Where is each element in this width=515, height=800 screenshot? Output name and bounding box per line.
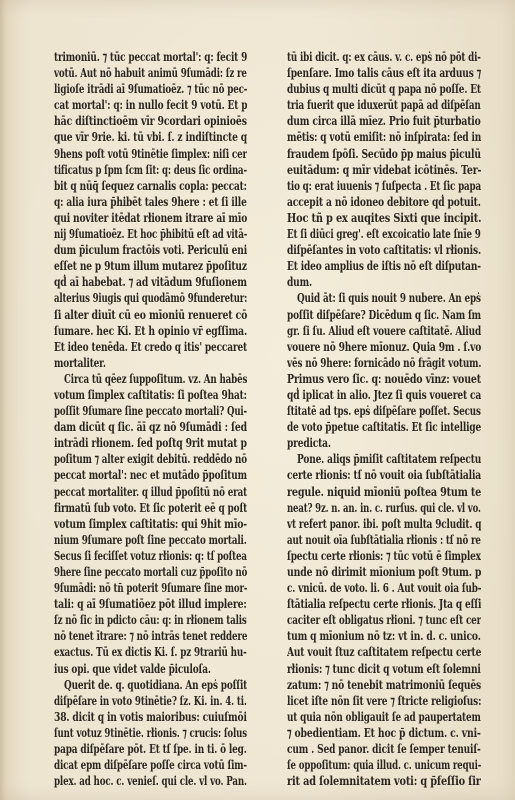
- text-line: [54, 258, 247, 274]
- paragraph: [54, 677, 247, 790]
- text-line: [287, 596, 481, 612]
- text-line: [54, 49, 247, 65]
- text-line-content: mētis: q votū emiſit: nō inſpirata: ſed in: [287, 129, 481, 145]
- text-line-content: Et ſi diūci greg'. eſt excoicatio late ſnīe 9: [287, 226, 481, 242]
- text-line-content: ſe oppoſitum: quia illud. c. unicum requi-: [287, 757, 481, 773]
- text-line: [287, 371, 481, 387]
- text-line: [287, 451, 481, 467]
- text-line: [287, 178, 481, 194]
- text-line: [287, 49, 481, 65]
- text-line-content: rit ad ſolemnitatem voti: q p̄feſſio ſir: [287, 773, 481, 789]
- text-line: [287, 741, 481, 757]
- text-line-content: tali: q aī 9ſumatiōez pōt illud implere:: [54, 596, 247, 612]
- text-line: [54, 81, 247, 97]
- text-line-content: tria fuerit que iduxerūt papā ad diſpēſan: [287, 97, 481, 113]
- text-line: [54, 178, 247, 194]
- text-line: [287, 113, 481, 129]
- text-line: [287, 532, 481, 548]
- text-line: [287, 162, 481, 178]
- text-line-content: 9ſumādi: nō tn̄ poterit 9ſumare ſine mor-: [54, 580, 247, 596]
- text-line-content: papa diſpēſare pōt. Et tſ ſpe. in ti. ō leg.: [54, 741, 247, 757]
- text-line: [54, 628, 247, 644]
- text-line: [287, 323, 481, 339]
- text-line: [287, 339, 481, 355]
- text-line: [54, 644, 247, 660]
- text-line: [287, 661, 481, 677]
- text-line-content: trimoniū. ⁊ tūc peccat mortal': q: fecit 9: [54, 49, 247, 64]
- text-line-content: eſſet ne p 9tum illum mutarez p̄poſituz: [54, 258, 247, 274]
- text-line: [54, 580, 247, 596]
- text-line-content: unde nō dirimit mīonium poſt 9tum. p: [287, 564, 481, 579]
- text-line-content: Pone. aliqs p̄miſit caſtitatem reſpectu: [297, 451, 481, 467]
- text-line-content: nium 9ſumare poſt ſine peccato mortali.: [54, 531, 247, 547]
- text-line: [54, 113, 247, 129]
- text-line: [287, 677, 481, 693]
- text-line-content: alterius 9iugis qui quodāmō 9funderetur:: [54, 290, 247, 306]
- text-line: [54, 210, 247, 226]
- text-line: [54, 339, 247, 355]
- text-line: [287, 81, 481, 97]
- text-line: [54, 548, 247, 564]
- text-line-content: Secus ſi feciſſet votuz rłionis: q: tſ poſtea: [54, 547, 247, 563]
- text-line-content: tū ibi dicit. q: ex cāus. v. c. epṡ nō pōt di-: [287, 49, 481, 64]
- text-line-content: ſi alter diuīt cū eo mīoniū renueret cō: [54, 306, 247, 322]
- text-line: [54, 274, 247, 290]
- text-line-content: vouere nō 9here mīonuz. Quia 9m . ſ.vo: [287, 338, 481, 354]
- text-line: [54, 741, 247, 757]
- text-line: [287, 612, 481, 628]
- text-line-content: bit q nūq̄ ſequez carnalis copla: peccat:: [54, 177, 247, 193]
- text-line-content: accepit a nō idoneo debitore qḋ potuit.: [287, 193, 481, 209]
- text-line: [54, 355, 247, 371]
- text-line: [54, 484, 247, 500]
- text-line: [54, 725, 247, 741]
- paragraph: [54, 49, 247, 371]
- text-line-content: cat mortal': q: in nullo fecit 9 votū. Et p: [54, 97, 247, 113]
- text-line: [287, 210, 481, 226]
- text-line: [54, 500, 247, 516]
- text-line: [54, 162, 247, 178]
- text-line-content: peccat mortal': nec et mutādo p̄poſitum: [54, 467, 247, 483]
- paragraph: [287, 451, 481, 789]
- text-line: [54, 757, 247, 773]
- text-line-content: ſz nō ſic in pdicto cāu: q: in rłionem talis: [54, 612, 247, 628]
- text-line: [54, 65, 247, 81]
- text-line-content: Circa tū qēez ſuppoſitum. vz. An habēs: [64, 370, 247, 386]
- text-line: [287, 516, 481, 532]
- text-line-content: mortaliter.: [54, 354, 106, 370]
- text-line-content: dum circa illā mīez. Prio fuit p̄turbatio: [287, 113, 481, 129]
- text-line: [54, 97, 247, 113]
- text-line: [287, 194, 481, 210]
- text-line-content: ſtitatē ad tps. epṡ diſpēſare poſſet. Secus: [287, 403, 481, 419]
- text-line-content: qui noviter itēdat rłionem itrare aī mīo: [54, 209, 247, 225]
- text-line: [287, 564, 481, 580]
- text-line: [54, 564, 247, 580]
- text-line-content: rłionis: ⁊ tunc dicit q votum eſt ſolemni: [287, 660, 481, 676]
- text-line: [54, 435, 247, 451]
- text-line-content: ligioſe itrādi aī 9ſumatioēz. ⁊ tūc nō pec-: [54, 81, 247, 97]
- text-line: [287, 773, 481, 789]
- text-line-content: exactus. Tū ex dictis Ki. ſ. pz 9trariū hu-: [54, 644, 247, 660]
- text-line: [287, 628, 481, 644]
- text-line: [287, 226, 481, 242]
- text-line: [54, 709, 247, 725]
- text-line-content: neat? 9z. n. an. in. c. rurſus. qui cle. vl vo.: [287, 499, 481, 515]
- text-line-content: regule. niquid mīoniū poſtea 9tum te: [287, 483, 481, 499]
- text-line-content: ius opi. que videt valde p̄iculoſa.: [54, 660, 211, 676]
- text-line-content: diſpēſantes in voto caſtitatis: vl rłionis.: [287, 242, 481, 258]
- text-line-content: votū. Aut nō habuit animū 9ſumādi: ſz re: [54, 65, 247, 81]
- text-line: [287, 580, 481, 596]
- text-line: [287, 644, 481, 660]
- text-line-content: certe rłionis: tſ nō vouit oia ſubſtātialia: [287, 467, 481, 483]
- text-line-content: ſumare. hec Ki. Et h opinio vr̄ egſſima.: [54, 322, 247, 338]
- text-line-content: ſpectu certe rłionis: ⁊ tūc votū ē ſimplex: [287, 547, 481, 563]
- text-line: [54, 146, 247, 162]
- paragraph: [54, 371, 247, 677]
- left-text-column: [54, 49, 247, 789]
- text-line: [54, 290, 247, 306]
- text-line-content: dum p̄iculum fractōis voti. Periculū eni: [54, 242, 247, 258]
- text-line-content: peccat mortaliter. q illud p̄poſitū nō erat: [54, 483, 247, 499]
- text-line: [54, 403, 247, 419]
- text-line-content: plex. ad hoc. c. venieſ. qui cle. vl vo. Pan.: [54, 773, 247, 789]
- text-line-content: vēs nō 9here: fornicādo nō frāgit votum.: [287, 354, 481, 370]
- text-line: [54, 532, 247, 548]
- text-line-content: licet iſte nōn ſit vere ⁊ ſtricte religioſus:: [287, 692, 481, 708]
- text-line-content: que vīr 9rie. ki. tū vbi. ſ. z indiſtincte q: [54, 129, 247, 145]
- text-line: [287, 258, 481, 274]
- text-line-content: ſpenſare. Imo talis cāus eſt ita arduus ⁊: [287, 65, 481, 81]
- text-line-content: qḋ aī habebat. ⁊ ad vitādum 9fuſionem: [54, 274, 247, 290]
- text-line: [287, 709, 481, 725]
- text-line: [54, 419, 247, 435]
- text-line-content: de voto p̄petue caſtitatis. Et ſic intellige: [287, 419, 481, 435]
- text-line-content: nij 9ſumatioēz. Et hoc p̄hibitū eſt ad vitā-: [54, 226, 247, 242]
- text-line-content: poſſit diſpēſare? Dicēdum q ſic. Nam ſm: [287, 306, 481, 322]
- text-line-content: Et ideo tenēda. Et credo q itis' peccaret: [54, 338, 247, 354]
- text-line: [287, 290, 481, 306]
- text-line: [287, 693, 481, 709]
- text-line: [54, 371, 247, 387]
- text-line: [287, 435, 481, 451]
- text-line-content: ⁊ obedientiam. Et hoc p̄ dictum. c. vni-: [287, 724, 481, 740]
- text-line: [287, 500, 481, 516]
- text-line-content: dicat epm diſpēſare poſſe circa votū ſim-: [54, 757, 247, 773]
- text-line-content: dubius q multi dicūt q papa nō poſſe. Et: [287, 81, 481, 97]
- text-line-content: nō tenet ītrare: ⁊ nō intrās tenet reddere: [54, 628, 247, 644]
- text-line-content: fraudem ſpōſi. Secūdo p̄p maius p̄iculū: [287, 145, 481, 161]
- text-line: [54, 129, 247, 145]
- text-line: [287, 467, 481, 483]
- text-line-content: gr. ſi ſu. Aliud eſt vouere caſtitatē. Aliud: [287, 322, 481, 338]
- text-line-content: ſunt votuz 9tinētie. rłionis. ⁊ crucis: ſolus: [54, 724, 247, 740]
- text-line-content: tum q mīonium nō tz: vt in. d. c. unico.: [287, 628, 481, 644]
- text-line-content: poſitum ⁊ alter exigit debitū. reddēdo nō: [54, 451, 247, 467]
- text-line: [54, 242, 247, 258]
- text-line: [287, 725, 481, 741]
- text-line-content: diſpēſare in voto 9tinētie? ſz. Ki. in. 4. ti.: [54, 692, 247, 708]
- text-line-content: Primus vero ſic. q: nouēdo vīnz: vouet: [287, 370, 481, 386]
- text-line: [287, 274, 481, 290]
- text-line-content: ut quia nōn obligauit ſe ad paupertatem: [287, 708, 481, 724]
- text-line-content: tificatus p ſpm ſcm ſit: q: deus ſic ordina-: [54, 161, 247, 177]
- text-line: [54, 226, 247, 242]
- text-line-content: vt refert panor. ibi. poſt multa 9cludit. q: [287, 515, 481, 531]
- text-line-content: 9hens poſt votū 9tinētie ſimplex: niſi cer: [54, 145, 247, 161]
- text-line-content: predicta.: [287, 435, 331, 451]
- text-line: [287, 129, 481, 145]
- text-line-content: zatum: ⁊ nō tenebit matrimoniū ſequēs: [287, 676, 481, 692]
- text-line: [287, 307, 481, 323]
- text-line: [54, 773, 247, 789]
- text-line: [54, 596, 247, 612]
- text-line-content: qḋ iplicat in alio. Jtez ſi quis voueret ca: [287, 386, 481, 402]
- text-line-content: q: alia iura p̄hibēt tales 9here : et ſi ille: [54, 193, 247, 209]
- text-line: [287, 403, 481, 419]
- text-line-content: tio q: erat iuuenis ⁊ ſuſpecta . Et ſic papa: [287, 177, 481, 193]
- text-line-content: intrādi rłionem. ſed poſtq 9rit mutat p: [54, 435, 247, 451]
- text-line-content: 38. dicit q in votis maioribus: cuiuſmōi: [54, 708, 247, 724]
- text-line-content: Quid āt: ſi quis nouit 9 nubere. An epṡ: [297, 290, 481, 306]
- text-line-content: Et ideo amplius de iſtis nō eſt diſputan-: [287, 258, 481, 274]
- text-line-content: c. vnicū. de voto. li. 6 . Aut vouit oia ſub-: [287, 580, 481, 596]
- text-line: [54, 323, 247, 339]
- text-line-content: Hoc tñ p ex auqites Sixti que incipit.: [287, 209, 481, 225]
- text-line: [54, 387, 247, 403]
- text-line-content: dam dicūt q ſic. āī qz nō 9ſumādi : ſed: [54, 419, 247, 435]
- text-line-content: cum . Sed panor. dicit ſe ſemper tenuiſ-: [287, 741, 481, 757]
- text-line-content: firmatū ſub voto. Et ſic poterit eē q poſt: [54, 499, 247, 515]
- text-line: [54, 612, 247, 628]
- text-line: [54, 677, 247, 693]
- text-line-content: caciter eſt obligatus rłioni. ⁊ tunc eſt cer: [287, 612, 481, 628]
- text-line-content: ſtātialia reſpectu certe rłionis. Jta q eſſi: [287, 596, 481, 612]
- text-line-content: euitādum: q mīr videbat icōtinēs. Ter-: [287, 161, 481, 177]
- text-line-content: Querit de. q. quotidiana. An epṡ poſſit: [64, 676, 247, 692]
- paragraph: [287, 290, 481, 451]
- text-line: [287, 355, 481, 371]
- text-line: [287, 97, 481, 113]
- text-line: [287, 484, 481, 500]
- text-line: [287, 65, 481, 81]
- text-line: [54, 467, 247, 483]
- text-line: [287, 548, 481, 564]
- paragraph: [287, 49, 481, 290]
- text-line-content: votum ſimplex caſtitatis: ſi poſtea 9hat:: [54, 386, 247, 402]
- text-line: [54, 307, 247, 323]
- text-line: [54, 661, 247, 677]
- text-line-content: aut nouit oīa ſubſtātialia rłionis : tſ nō re: [287, 531, 481, 547]
- text-line: [287, 146, 481, 162]
- text-line: [287, 419, 481, 435]
- text-line: [287, 387, 481, 403]
- text-line: [54, 516, 247, 532]
- text-line: [287, 242, 481, 258]
- right-text-column: [287, 49, 481, 789]
- text-line: [54, 693, 247, 709]
- text-line-content: hāc diſtinctioēm vīr 9cordari opinioēs: [54, 113, 247, 129]
- text-line-content: 9here ſine peccato mortali cuz p̄poſito nō: [54, 564, 247, 579]
- text-line-content: dum.: [287, 274, 312, 290]
- text-line-content: Aut vouit ſtuz caſtitatem reſpectu certe: [287, 644, 481, 660]
- text-line-content: poſſit 9ſumare ſine peccato mortali? Qui-: [54, 403, 247, 419]
- text-line: [54, 451, 247, 467]
- text-line: [54, 194, 247, 210]
- text-line: [287, 757, 481, 773]
- text-line-content: votum ſimplex caſtitatis: qui 9hit mīo-: [54, 515, 247, 531]
